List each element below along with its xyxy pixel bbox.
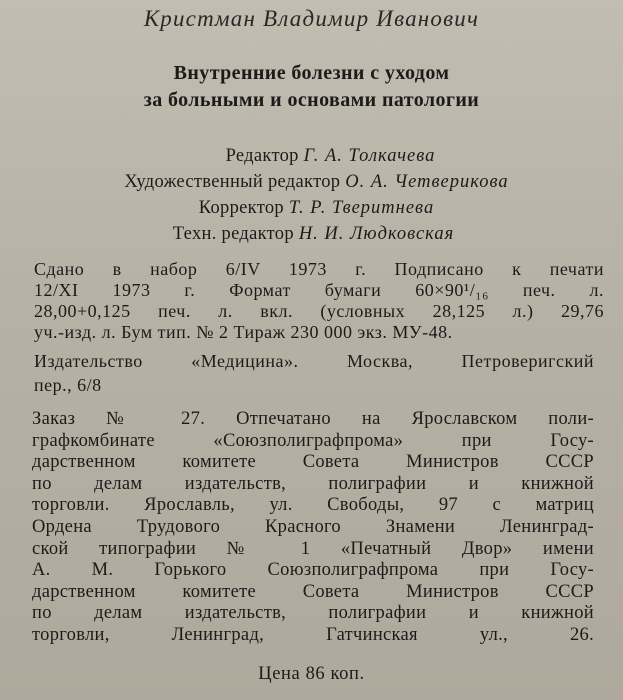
order-line: торговли, Ленинград, Гатчинская ул., 26. <box>32 624 594 645</box>
book-title-line-2: за больными и основами патологии <box>143 89 480 111</box>
order-line: Ордена Трудового Красного Знамени Ленинград- <box>32 516 594 537</box>
imprint-line: 12/XI 1973 г. Формат бумаги 60×90¹/₁₆ печ. л. <box>34 280 604 300</box>
imprint-line: Сдано в набор 6/IV 1973 г. Подписано к печати <box>34 259 604 279</box>
credit-person: Т. Р. Тверитнева <box>288 198 435 218</box>
order-line: торговли. Ярославль, ул. Свободы, 97 с матриц <box>32 495 594 516</box>
editorial-credits <box>0 143 623 247</box>
credit-proofreader <box>0 195 623 221</box>
printing-order-info <box>32 409 594 647</box>
credit-person: Г. А. Толкачева <box>303 146 436 166</box>
imprint-line: уч.-изд. л. Бум тип. № 2 Тираж 230 000 экз. МУ-48. <box>34 322 453 342</box>
credit-person: О. А. Четверикова <box>345 172 509 192</box>
credit-role: Корректор <box>198 198 284 218</box>
order-line: дарственном комитете Совета Министров СССР <box>32 452 594 473</box>
credit-art-editor <box>0 169 623 195</box>
order-line: графкомбинате «Союзполиграфпрома» при Госу- <box>32 430 594 451</box>
book-title-line-1: Внутренние болезни с уходом <box>173 62 450 84</box>
credit-role: Редактор <box>225 146 299 166</box>
book-title <box>0 60 623 114</box>
credit-tech-editor <box>0 221 623 247</box>
credit-person: Н. И. Людковская <box>298 224 455 244</box>
order-line: ской типографии № 1 «Печатный Двор» имени <box>32 538 594 559</box>
order-line: Заказ № 27. Отпечатано на Ярославском поли- <box>32 409 594 429</box>
price-label: Цена 86 коп. <box>258 664 365 684</box>
author-name: Кристман Владимир Иванович <box>143 6 480 31</box>
publisher-line: Издательство «Медицина». Москва, Петроверигский <box>34 351 594 371</box>
order-line: А. М. Горького Союзполиграфпрома при Госу- <box>32 560 594 581</box>
credit-role: Художественный редактор <box>124 172 341 192</box>
order-line: по делам издательств, полиграфии и книжной <box>32 473 594 494</box>
credit-role: Техн. редактор <box>172 224 294 244</box>
publisher-info <box>34 349 594 397</box>
imprint-line: 28,00+0,125 печ. л. вкл. (условных 28,125 л.) 29,76 <box>34 301 604 321</box>
order-line: дарственном комитете Совета Министров СССР <box>32 581 594 602</box>
credit-editor <box>0 143 623 169</box>
order-line: по делам издательств, полиграфии и книжной <box>32 603 594 624</box>
publisher-line: пер., 6/8 <box>34 375 102 395</box>
print-specifications <box>34 259 604 343</box>
